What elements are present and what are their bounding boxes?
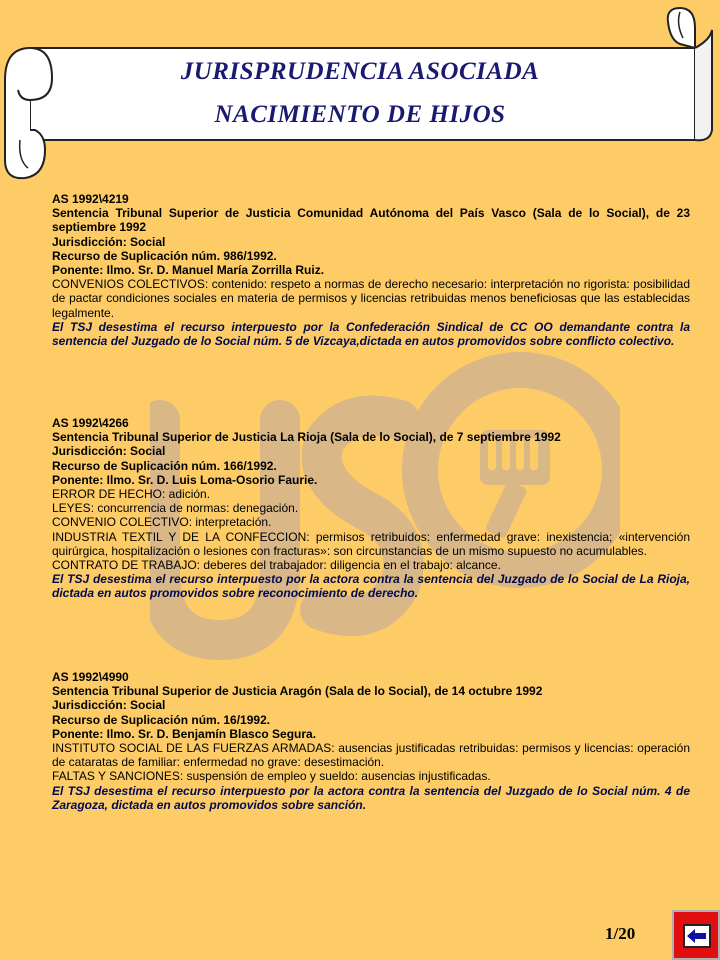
case-topic: CONTRATO DE TRABAJO: deberes del trabajador: diligencia en el trabajo: alcance. [52, 558, 501, 573]
banner-title-line-2: NACIMIENTO DE HIJOS [214, 101, 506, 128]
case-entry [52, 192, 690, 348]
case-topic: FALTAS Y SANCIONES: suspensión de empleo y sueldo: ausencias injustificadas. [52, 769, 491, 784]
banner-title-line-1: JURISPRUDENCIA ASOCIADA [180, 58, 540, 85]
page-indicator: 1/20 [605, 924, 636, 943]
case-court: Sentencia Tribunal Superior de Justicia Comunidad Autónoma del País Vasco (Sala de lo Social), de 23 septiembre 1992 [52, 206, 690, 235]
case-ponente: Ponente: Ilmo. Sr. D. Manuel María Zorrilla Ruiz. [52, 263, 325, 278]
case-ruling: El TSJ desestima el recurso interpuesto por la Confederación Sindical de CC OO demandante contra la sentencia del Juzgado de lo Social núm. 5 de Vizcaya,dictada en autos promovidos sobre conflicto colectivo. [52, 319, 690, 349]
case-appeal: Recurso de Suplicación núm. 986/1992. [52, 248, 277, 263]
back-arrow-icon [683, 924, 711, 948]
case-jurisdiction: Jurisdicción: Social [52, 444, 166, 459]
case-topic: INSTITUTO SOCIAL DE LAS FUERZAS ARMADAS: ausencias justificadas retribuidas: permisos y licencias: operación de cataratas de familiar: enfermedad no grave: desestimación. [52, 741, 690, 770]
case-topic: CONVENIO COLECTIVO: interpretación. [52, 515, 272, 530]
case-reference: AS 1992\4990 [52, 670, 129, 684]
case-ponente: Ponente: Ilmo. Sr. D. Luis Loma-Osorio Faurie. [52, 472, 318, 487]
case-reference: AS 1992\4219 [52, 192, 129, 206]
case-entry [52, 416, 690, 601]
case-ruling: El TSJ desestima el recurso interpuesto por la actora contra la sentencia del Juzgado de lo Social núm. 4 de Zaragoza, dictada en autos promovidos sobre sanción. [52, 783, 690, 812]
back-arrow-icon [685, 926, 709, 946]
title-scroll-banner [0, 0, 720, 200]
case-jurisdiction: Jurisdicción: Social [52, 698, 166, 713]
case-appeal: Recurso de Suplicación núm. 166/1992. [52, 458, 277, 473]
case-ruling: El TSJ desestima el recurso interpuesto por la actora contra la sentencia del Juzgado de lo Social de La Rioja, dictada en autos promovidos sobre reconocimiento de derecho. [52, 572, 690, 601]
case-entry [52, 670, 690, 812]
case-court: Sentencia Tribunal Superior de Justicia La Rioja (Sala de lo Social), de 7 septiembre 1992 [52, 430, 561, 445]
case-ponente: Ponente: Ilmo. Sr. D. Benjamín Blasco Segura. [52, 726, 317, 741]
case-court: Sentencia Tribunal Superior de Justicia Aragón (Sala de lo Social), de 14 octubre 1992 [52, 684, 543, 699]
case-topic: CONVENIOS COLECTIVOS: contenido: respeto a normas de derecho necesario: interpretación no rigorista: posibilidad de pactar condiciones sociales en materia de permisos y licencias retribuidas menos beneficiosas que las establecidas legalmente. [52, 277, 690, 320]
case-topic: LEYES: concurrencia de normas: denegación. [52, 501, 299, 516]
back-button[interactable] [672, 910, 720, 960]
case-topic: INDUSTRIA TEXTIL Y DE LA CONFECCION: permisos retribuidos: enfermedad grave: inexistencia; «intervención quirúrgica, hospitalización o lesiones con fracturas»: son circunstancias de un mismo supuesto no acumulables. [52, 529, 690, 558]
case-topic: ERROR DE HECHO: adición. [52, 487, 211, 502]
case-reference: AS 1992\4266 [52, 416, 129, 430]
case-appeal: Recurso de Suplicación núm. 16/1992. [52, 712, 271, 727]
case-jurisdiction: Jurisdicción: Social [52, 234, 166, 249]
